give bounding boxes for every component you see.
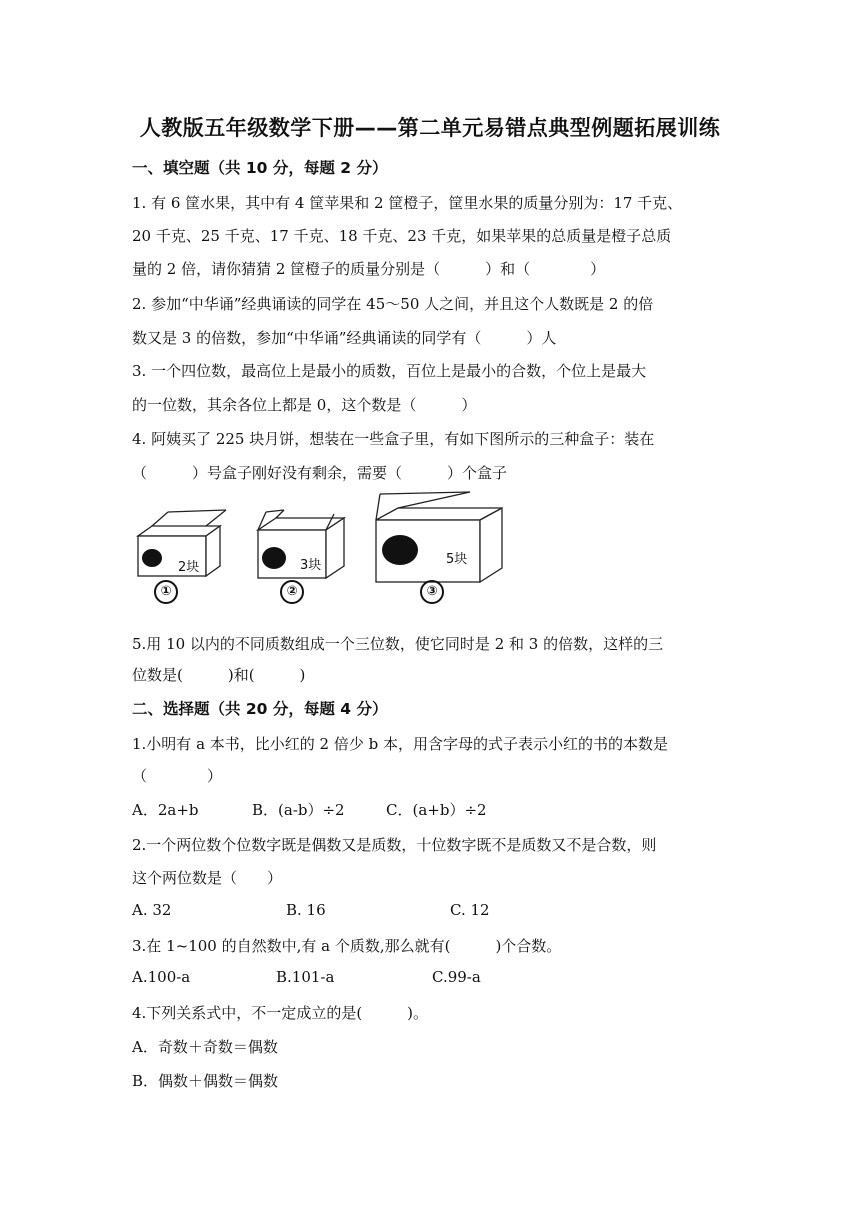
box1-number: ① <box>154 580 178 604</box>
box3-number: ③ <box>420 580 444 604</box>
s2-q1-line1: 1.小明有 a 本书，比小红的 2 倍少 b 本，用含字母的式子表示小红的书的本数是 <box>132 735 669 753</box>
s1-q2-line1: 2. 参加“中华诵”经典诵读的同学在 45～50 人之间，并且这个人数既是 2 的倍 <box>132 295 654 313</box>
box2-number: ② <box>280 580 304 604</box>
box2-label: 3块 <box>300 558 322 573</box>
s1-q1-line3: 量的 2 倍，请你猜猜 2 筐橙子的质量分别是（ ）和（ ） <box>132 260 606 278</box>
s2-q1-option-a: A．2a+b <box>132 801 199 819</box>
s1-q1-line1: 1. 有 6 筐水果，其中有 4 筐苹果和 2 筐橙子，筐里水果的质量分别为：17 千克、 <box>132 194 683 212</box>
section2-heading: 二、选择题（共 20 分，每题 4 分） <box>132 700 388 718</box>
s2-q4-option-a: A．奇数＋奇数＝偶数 <box>132 1038 278 1056</box>
s1-q4-line1: 4. 阿姨买了 225 块月饼，想装在一些盒子里，有如下图所示的三种盒子：装在 <box>132 430 655 448</box>
boxes-drawing <box>130 488 530 608</box>
s1-q5-line1: 5.用 10 以内的不同质数组成一个三位数，使它同时是 2 和 3 的倍数，这样的三 <box>132 635 664 653</box>
box3-label: 5块 <box>446 552 468 567</box>
s2-q2-line2: 这个两位数是（ ） <box>132 869 283 887</box>
s2-q1-line2: （ ） <box>132 767 223 785</box>
page-title: 人教版五年级数学下册——第二单元易错点典型例题拓展训练 <box>139 116 721 140</box>
s2-q2-option-a: A. 32 <box>132 901 172 919</box>
box-illustrations <box>130 488 530 608</box>
s1-q3-line1: 3. 一个四位数，最高位上是最小的质数，百位上是最小的合数，个位上是最大 <box>132 362 647 380</box>
section1-heading: 一、填空题（共 10 分，每题 2 分） <box>132 159 388 177</box>
s1-q1-line2: 20 千克、25 千克、17 千克、18 千克、23 千克，如果苹果的总质量是橙子总质 <box>132 227 672 245</box>
s2-q2-line1: 2.一个两位数个位数字既是偶数又是质数，十位数字既不是质数又不是合数，则 <box>132 836 657 854</box>
s2-q3-option-c: C.99-a <box>432 968 481 986</box>
s1-q2-line2: 数又是 3 的倍数，参加“中华诵”经典诵读的同学有（ ）人 <box>132 329 557 347</box>
s2-q2-option-b: B. 16 <box>286 901 326 919</box>
s2-q4-line: 4.下列关系式中，不一定成立的是( )。 <box>132 1004 429 1022</box>
s2-q3-option-a: A.100-a <box>132 968 191 986</box>
s1-q5-line2: 位数是( )和( ) <box>132 666 306 684</box>
s2-q3-option-b: B.101-a <box>276 968 335 986</box>
s2-q4-option-b: B．偶数＋偶数＝偶数 <box>132 1072 279 1090</box>
s1-q4-line2: （ ）号盒子刚好没有剩余，需要（ ）个盒子 <box>132 464 508 482</box>
s2-q3-line: 3.在 1~100 的自然数中,有 a 个质数,那么就有( )个合数。 <box>132 937 562 955</box>
s1-q3-line2: 的一位数，其余各位上都是 0，这个数是（ ） <box>132 396 477 414</box>
box1-label: 2块 <box>178 560 200 575</box>
s2-q2-option-c: C. 12 <box>450 901 490 919</box>
s2-q1-option-b: B．(a-b）÷2 <box>252 801 345 819</box>
s2-q1-option-c: C．(a+b）÷2 <box>386 801 487 819</box>
